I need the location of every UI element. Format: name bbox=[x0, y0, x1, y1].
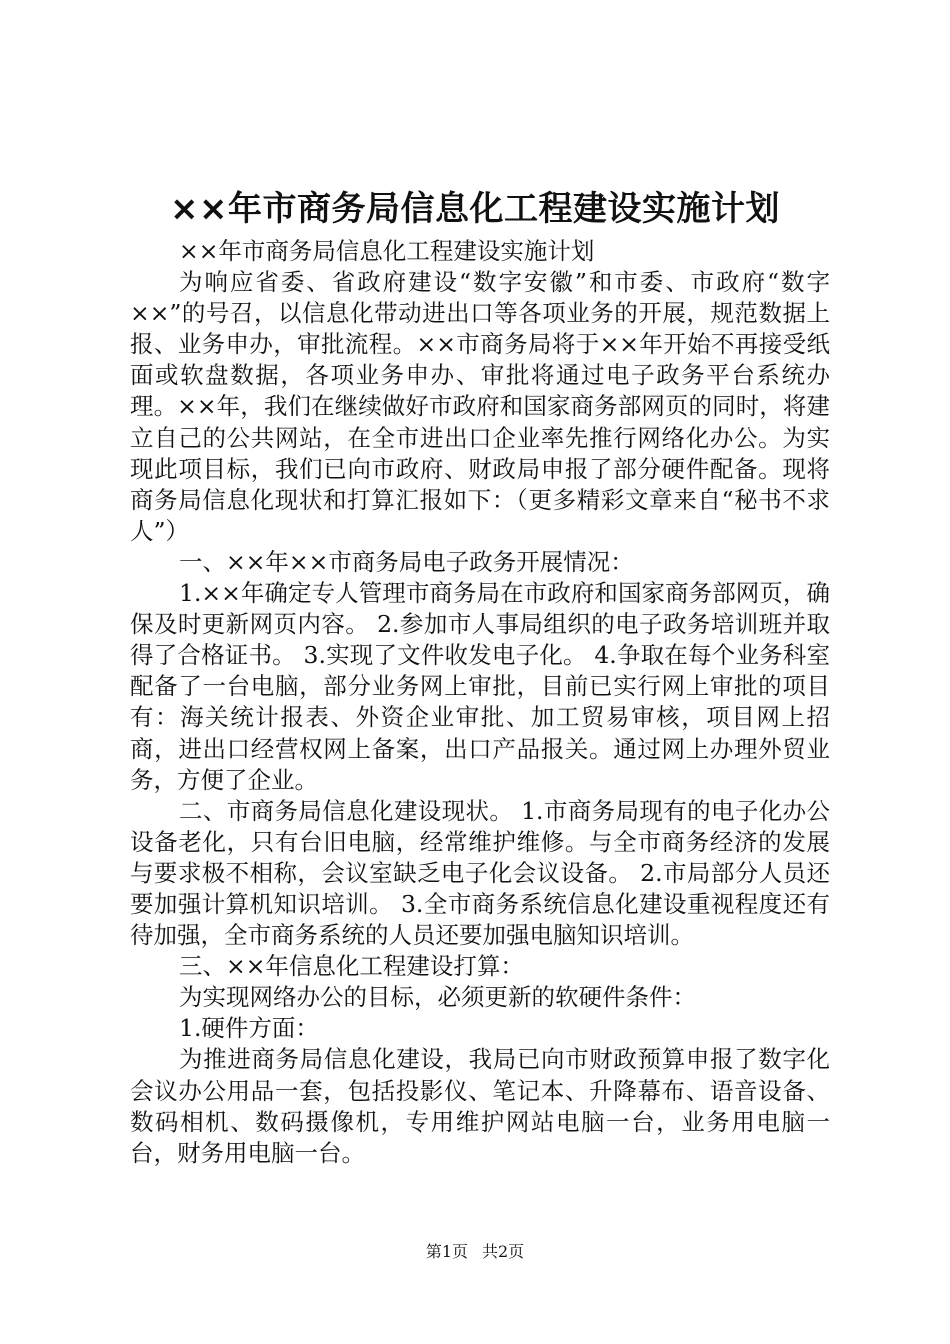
paragraph-section-1: 1.××年确定专人管理市商务局在市政府和国家商务部网页，确保及时更新网页内容。 2.参加市人事局组织的电子政务培训班并取得了合格证书。 3.实现了文件收发电子化。 4.争取在每个业务科室配备了一台电脑，部分业务网上审批，目前已实行网上审批的项目有：海关统计报表、外资企业审批、加工贸易审核，项目网上招商，进出口经营权网上备案，出口产品报关。通过网上办理外贸业务，方便了企业。 bbox=[130, 579, 830, 794]
page-footer bbox=[0, 1241, 950, 1263]
section-heading-1: 一、××年××市商务局电子政务开展情况： bbox=[179, 547, 634, 576]
paragraph-section-2: 二、市商务局信息化建设现状。 1.市商务局现有的电子化办公设备老化，只有台旧电脑，经常维护维修。与全市商务经济的发展与要求极不相称，会议室缺乏电子化会议设备。 2.市局部分人员还要加强计算机知识培训。 3.全市商务系统信息化建设重视程度还有待加强，全市商务系统的人员还要加强电脑知识培训。 bbox=[130, 796, 830, 950]
subheading-hardware: 1.硬件方面： bbox=[179, 1014, 319, 1043]
document-body bbox=[130, 236, 830, 1169]
paragraph-intro: 为响应省委、省政府建设“数字安徽”和市委、市政府“数字××”的号召，以信息化带动进出口等各项业务的开展，规范数据上报、业务申办，审批流程。××市商务局将于××年开始不再接受纸面或软盘数据，各项业务申办、审批将通过电子政务平台系统办理。××年，我们在继续做好市政府和国家商务部网页的同时，将建立自己的公共网站，在全市进出口企业率先推行网络化办公。为实现此项目标，我们已向市政府、财政局申报了部分硬件配备。现将商务局信息化现状和打算汇报如下：（更多精彩文章来自“秘书不求人”） bbox=[130, 268, 830, 545]
page-total: 共2页 bbox=[482, 1242, 525, 1261]
paragraph-goal: 为实现网络办公的目标，必须更新的软硬件条件： bbox=[179, 983, 696, 1012]
page-number: 第1页 bbox=[425, 1242, 468, 1261]
paragraph-subtitle: ××年市商务局信息化工程建设实施计划 bbox=[179, 237, 595, 265]
paragraph-hardware: 为推进商务局信息化建设，我局已向市财政预算申报了数字化会议办公用品一套，包括投影仪、笔记本、升降幕布、语音设备、数码相机、数码摄像机，专用维护网站电脑一台，业务用电脑一台，财务用电脑一台。 bbox=[130, 1045, 830, 1167]
document-title: ××年市商务局信息化工程建设实施计划 bbox=[170, 189, 780, 229]
section-heading-3: 三、××年信息化工程建设打算： bbox=[179, 952, 524, 981]
